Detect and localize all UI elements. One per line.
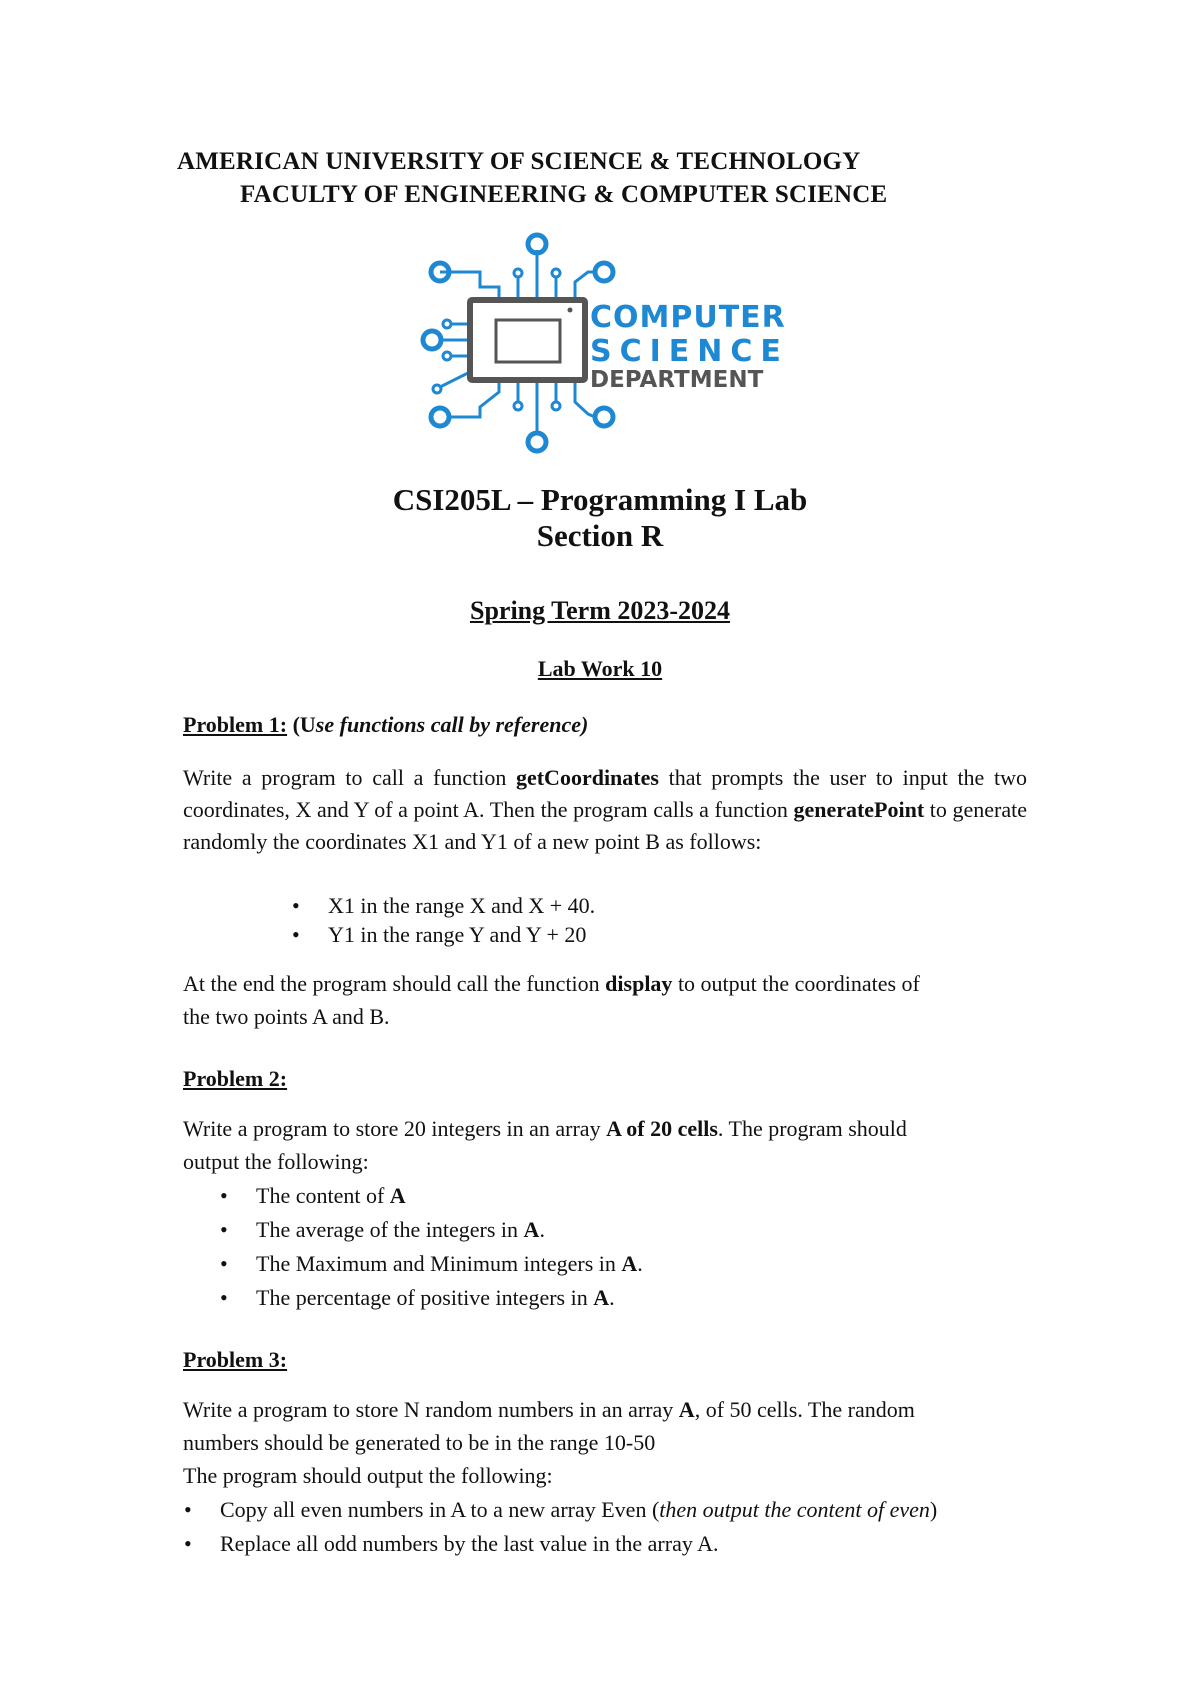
text-span: A (523, 1217, 540, 1242)
lab-heading: Lab Work 10 (537, 656, 663, 681)
course-title: CSI205L – Programming I Lab (392, 482, 808, 517)
course-section: Section R (536, 518, 664, 553)
text-span: that prompts the user to input the two coordinates, X and Y of a point A. Then the program calls a function (183, 765, 1027, 822)
problem3-line2: numbers should be generated to be in the range 10-50 (183, 1430, 656, 1455)
text-span: Write a program to store N random numbers in an array (183, 1397, 679, 1422)
problem1-conclusion-line2: the two points A and B. (183, 1004, 390, 1029)
problem2-line2: output the following: (183, 1149, 369, 1174)
text-span: A (678, 1397, 695, 1422)
text-span: then output the content of even (659, 1497, 930, 1522)
text-span: , of 50 cells. The random (694, 1397, 915, 1422)
logo-line-science: SCIENCE (590, 334, 789, 369)
term-heading: Spring Term 2023-2024 (469, 596, 731, 625)
text-span: to output the coordinates of (672, 971, 920, 996)
text-span: The percentage of positive integers in (256, 1285, 594, 1310)
problem1-bullet: • Y1 in the range Y and Y + 20 (328, 922, 586, 948)
problem1-conclusion-line1 (183, 971, 920, 997)
logo-line-computer: COMPUTER (590, 300, 786, 335)
problem2-line1 (183, 1116, 907, 1142)
text-span: . (637, 1251, 643, 1276)
text-span: Copy all even numbers in A to a new array Even ( (220, 1497, 660, 1522)
problem3-bullet: • Replace all odd numbers by the last value in the array A. (220, 1531, 719, 1557)
problem2-heading: Problem 2: (183, 1066, 288, 1091)
problem2-bullet (256, 1183, 406, 1209)
problem1-description (183, 762, 1027, 858)
function-name: generatePoint (793, 797, 925, 822)
problem2-bullet (256, 1285, 615, 1311)
function-name: getCoordinates (515, 765, 659, 790)
text-span: ) (929, 1497, 938, 1522)
problem3-line3: The program should output the following: (183, 1463, 553, 1488)
text-span: The average of the integers in (256, 1217, 524, 1242)
text-span: The content of (256, 1183, 390, 1208)
university-name: AMERICAN UNIVERSITY OF SCIENCE & TECHNOLOGY (177, 148, 861, 175)
logo-line-department: DEPARTMENT (590, 367, 764, 393)
text-span: The Maximum and Minimum integers in (256, 1251, 622, 1276)
text-span: to generate randomly the coordinates X1 and Y1 of a new point B as follows: (183, 797, 1027, 854)
problem1-heading: Problem 1: (183, 712, 288, 737)
text-span: A (593, 1285, 610, 1310)
problem3-line1 (183, 1397, 915, 1423)
text-span: . The program should (717, 1116, 907, 1141)
faculty-name: FACULTY OF ENGINEERING & COMPUTER SCIENCE (240, 181, 888, 208)
problem2-bullet (256, 1251, 643, 1277)
problem2-bullet (256, 1217, 545, 1243)
function-name: display (605, 971, 673, 996)
text-span: At the end the program should call the function (183, 971, 606, 996)
text-span: . (609, 1285, 615, 1310)
problem1-bullet: • X1 in the range X and X + 40. (328, 893, 595, 919)
problem3-heading: Problem 3: (183, 1347, 288, 1372)
text-span: A (621, 1251, 638, 1276)
text-span: . (539, 1217, 545, 1242)
text-span: A of 20 cells (606, 1116, 718, 1141)
problem3-bullet (220, 1497, 937, 1523)
text-span: Write a program to call a function (183, 765, 516, 790)
problem1-note: se functions call by reference) (315, 712, 589, 737)
text-span: A (389, 1183, 406, 1208)
problem1-note-open: (U (287, 712, 316, 737)
problem1-heading-line (183, 712, 588, 738)
text-span: Write a program to store 20 integers in an array (183, 1116, 607, 1141)
